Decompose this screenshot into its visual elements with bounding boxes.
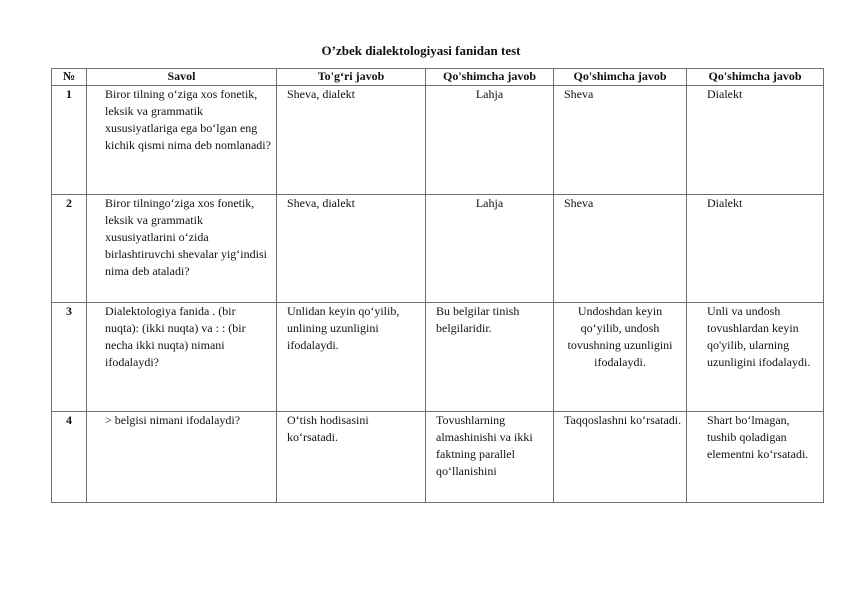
- row-number: 1: [52, 86, 87, 195]
- table-header-row: [52, 69, 824, 86]
- additional-answer-3-cell: Dialekt: [687, 86, 824, 195]
- question-cell: > belgisi nimani ifodalaydi?: [87, 412, 277, 503]
- correct-answer-cell: Sheva, dialekt: [277, 195, 426, 303]
- question-cell: Biror tilningo‘ziga xos fonetik, leksik va grammatik xususiyatlarini o‘zida birlashtiruvchi shevalar yig‘indisi nima deb ataladi?: [87, 195, 277, 303]
- document-title: O’zbek dialektologiyasi fanidan test: [321, 43, 521, 58]
- correct-answer-cell: Sheva, dialekt: [277, 86, 426, 195]
- header-question: Savol: [87, 69, 277, 86]
- question-cell: Biror tilning o‘ziga xos fonetik, leksik va grammatik xususiyatlariga ega bo‘lgan eng kichik qismi nima deb nomlanadi?: [87, 86, 277, 195]
- additional-answer-3-cell: Unli va undosh tovushlardan keyin qo'yilib, ularning uzunligini ifodalaydi.: [687, 303, 824, 412]
- header-correct-answer: To'g‘ri javob: [277, 69, 426, 86]
- additional-answer-2-cell: Sheva: [554, 86, 687, 195]
- row-number: 4: [52, 412, 87, 503]
- row-number: 3: [52, 303, 87, 412]
- correct-answer-cell: O‘tish hodisasini ko‘rsatadi.: [277, 412, 426, 503]
- table-row: [52, 412, 824, 503]
- correct-answer-cell: Unlidan keyin qo‘yilib, unlining uzunligini ifodalaydi.: [277, 303, 426, 412]
- table-row: [52, 86, 824, 195]
- header-additional-answer-3: Qo'shimcha javob: [687, 69, 824, 86]
- additional-answer-1-cell: Bu belgilar tinish belgilaridir.: [426, 303, 554, 412]
- additional-answer-1-cell: Lahja: [426, 86, 554, 195]
- additional-answer-1-cell: Tovushlarning almashinishi va ikki faktning parallel qo‘llanishini: [426, 412, 554, 503]
- additional-answer-1-cell: Lahja: [426, 195, 554, 303]
- additional-answer-3-cell: Shart bo‘lmagan, tushib qoladigan elementni ko‘rsatadi.: [687, 412, 824, 503]
- table-row: [52, 303, 824, 412]
- header-additional-answer-2: Qo'shimcha javob: [554, 69, 687, 86]
- question-cell: Dialektologiya fanida . (bir nuqta): (ikki nuqta) va : : (bir necha ikki nuqta) nimani ifodalaydi?: [87, 303, 277, 412]
- additional-answer-2-cell: Sheva: [554, 195, 687, 303]
- additional-answer-2-cell: Taqqoslashni ko‘rsatadi.: [554, 412, 687, 503]
- row-number: 2: [52, 195, 87, 303]
- additional-answer-3-cell: Dialekt: [687, 195, 824, 303]
- additional-answer-2-cell: Undoshdan keyin qo‘yilib, undosh tovushning uzunligini ifodalaydi.: [554, 303, 687, 412]
- header-additional-answer-1: Qo'shimcha javob: [426, 69, 554, 86]
- header-number: №: [52, 69, 87, 86]
- test-table: [51, 68, 824, 503]
- table-row: [52, 195, 824, 303]
